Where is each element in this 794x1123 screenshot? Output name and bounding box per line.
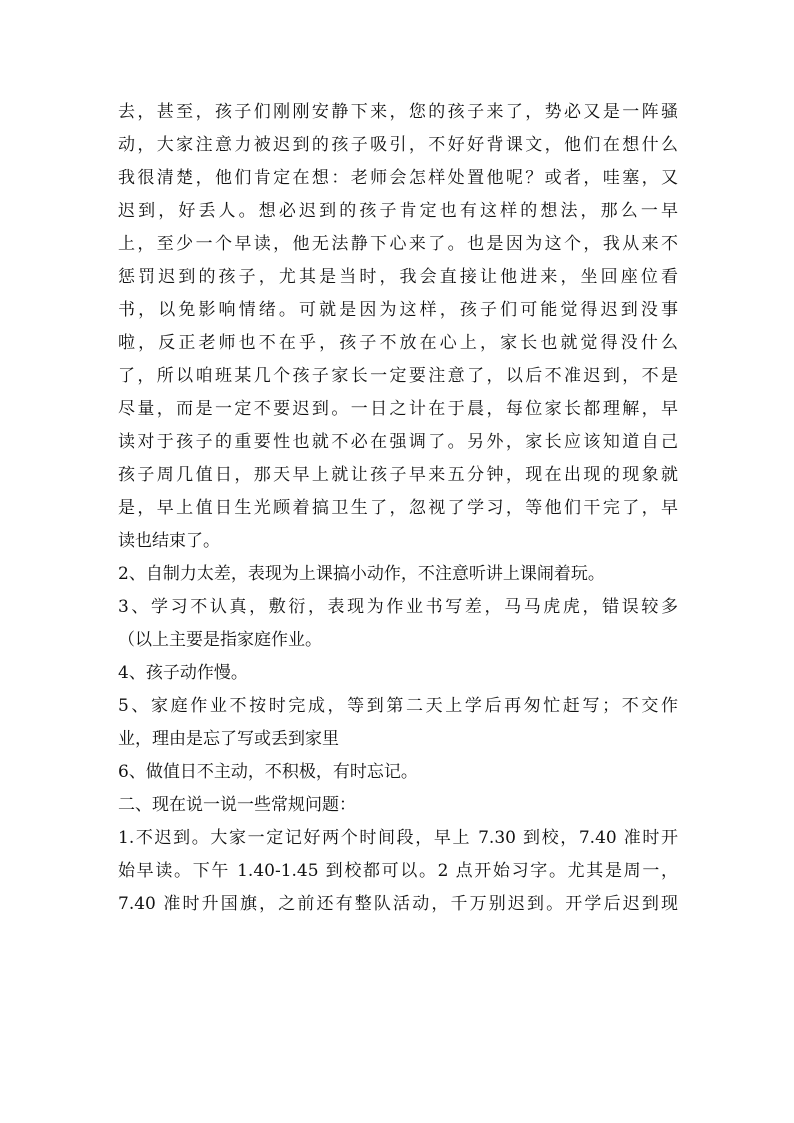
text-line: 读也结束了。 <box>118 531 220 551</box>
text-line: 读对于孩子的重要性也就不必在强调了。另外，家长应该知道自己 <box>118 432 678 452</box>
list-item: 5、家庭作业不按时完成，等到第二天上学后再匆忙赶写；不交作 <box>118 696 678 716</box>
list-item: 2、自制力太差，表现为上课搞小动作，不注意听讲上课闹着玩。 <box>118 564 605 584</box>
text-line: 上，至少一个早读，他无法静下心来了。也是因为这个，我从来不 <box>118 234 678 254</box>
text-line: 尽量，而是一定不要迟到。一日之计在于晨，每位家长都理解，早 <box>118 399 678 419</box>
text-line: 啦，反正老师也不在乎，孩子不放在心上，家长也就觉得没什么 <box>118 333 678 353</box>
section-heading: 二、现在说一说一些常规问题： <box>118 795 356 815</box>
text-line: 业，理由是忘了写或丢到家里 <box>118 729 339 749</box>
text-line: 是，早上值日生光顾着搞卫生了，忽视了学习，等他们干完了，早 <box>118 498 678 518</box>
text-line: 我很清楚，他们肯定在想：老师会怎样处置他呢？或者，哇塞，又 <box>118 168 678 188</box>
text-line: 迟到，好丢人。想必迟到的孩子肯定也有这样的想法，那么一早 <box>118 201 678 221</box>
text-line: 了，所以咱班某几个孩子家长一定要注意了，以后不准迟到，不是 <box>118 366 678 386</box>
list-item: 6、做值日不主动，不积极，有时忘记。 <box>118 762 418 782</box>
text-line: 始早读。下午 1.40-1.45 到校都可以。2 点开始习字。尤其是周一， <box>118 861 678 881</box>
text-line: （以上主要是指家庭作业。 <box>118 630 322 650</box>
body-text <box>118 96 678 921</box>
text-line: 7.40 准时升国旗，之前还有整队活动，千万别迟到。开学后迟到现 <box>118 894 678 914</box>
list-item: 3、学习不认真，敷衍，表现为作业书写差，马马虎虎，错误较多 <box>118 597 678 617</box>
text-line: 动，大家注意力被迟到的孩子吸引，不好好背课文，他们在想什么 <box>118 135 678 155</box>
list-item: 1.不迟到。大家一定记好两个时间段，早上 7.30 到校，7.40 准时开 <box>118 828 678 848</box>
text-line: 惩罚迟到的孩子，尤其是当时，我会直接让他进来，坐回座位看 <box>118 267 678 287</box>
text-line: 书，以免影响情绪。可就是因为这样，孩子们可能觉得迟到没事 <box>118 300 678 320</box>
list-item: 4、孩子动作慢。 <box>118 663 248 683</box>
text-line: 孩子周几值日，那天早上就让孩子早来五分钟，现在出现的现象就 <box>118 465 678 485</box>
text-line: 去，甚至，孩子们刚刚安静下来，您的孩子来了，势必又是一阵骚 <box>118 102 678 122</box>
